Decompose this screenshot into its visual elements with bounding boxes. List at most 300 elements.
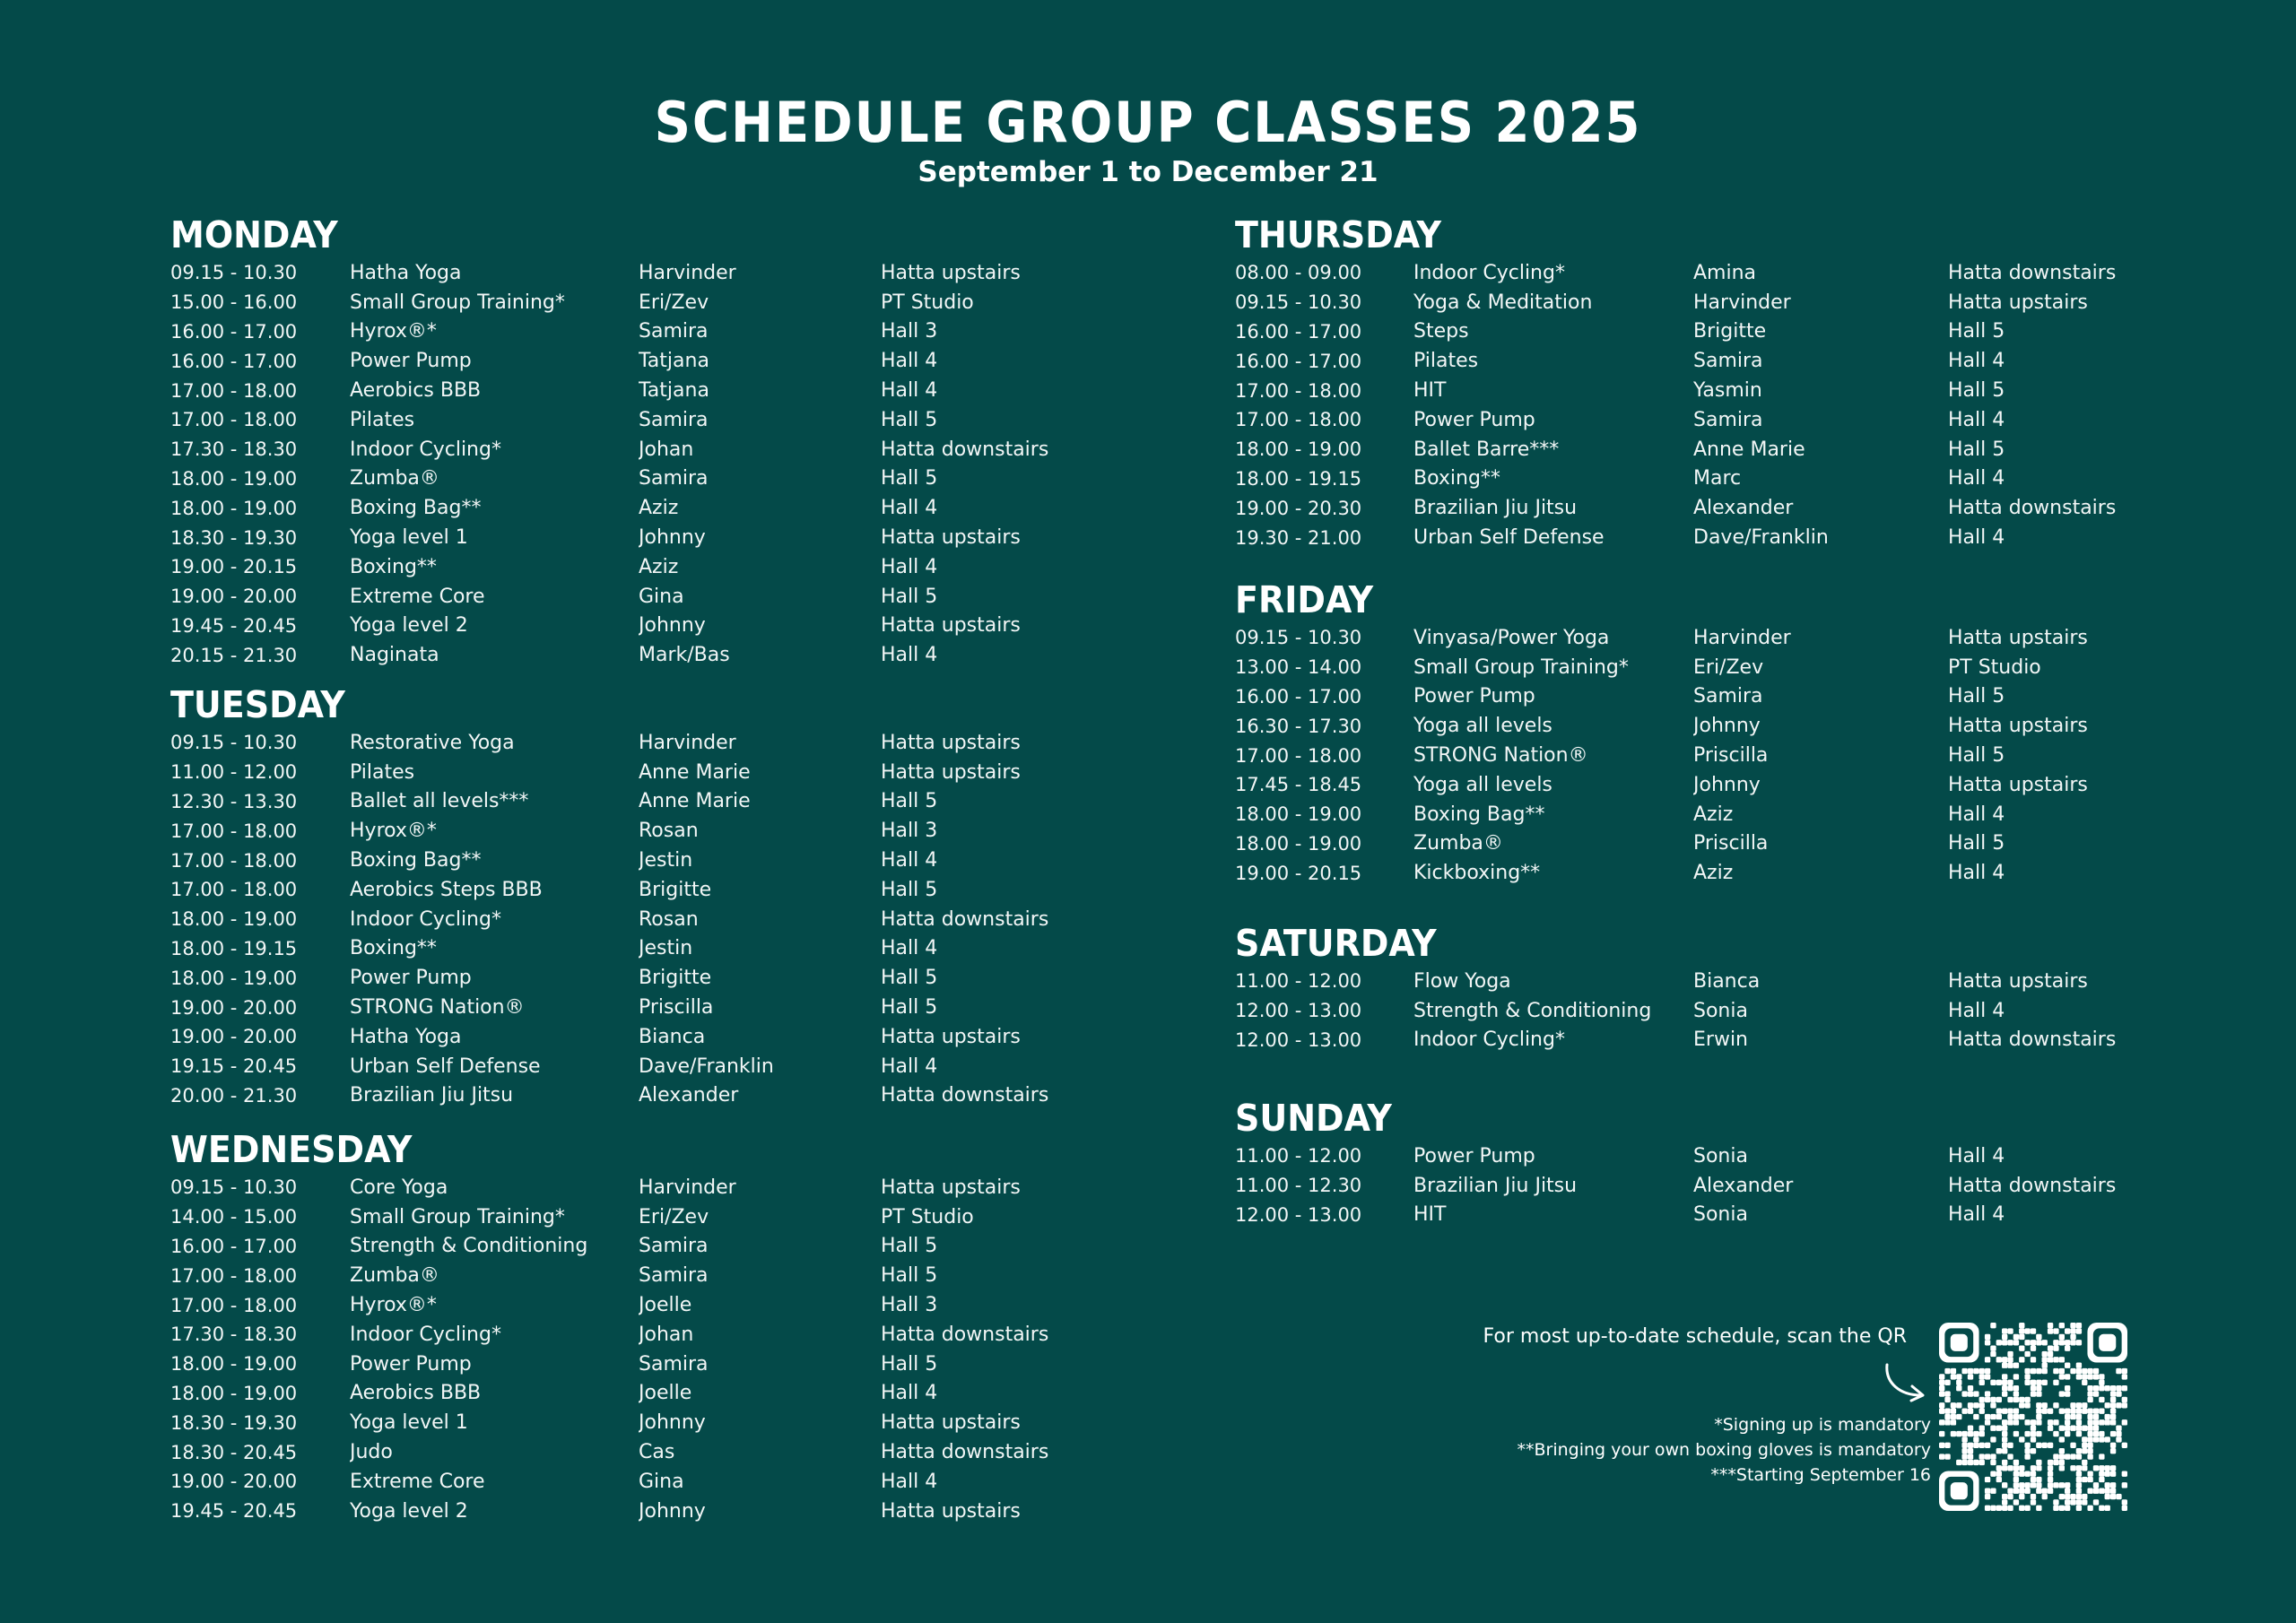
class-name: Brazilian Jiu Jitsu: [1413, 497, 1578, 520]
schedule-row: [170, 1379, 1202, 1409]
instructor: Sonia: [1693, 1144, 1748, 1167]
location: Hall 4: [881, 497, 938, 520]
class-name: Hyrox®*: [350, 320, 437, 343]
instructor: Eri/Zev: [639, 291, 709, 314]
schedule-row: [1235, 741, 2266, 770]
instructor: Alexander: [1693, 497, 1794, 520]
instructor: Tatjana: [639, 350, 709, 373]
instructor: Amina: [1693, 261, 1757, 284]
location: Hall 4: [881, 555, 938, 578]
class-name: Vinyasa/Power Yoga: [1413, 626, 1610, 649]
class-name: Zumba®: [350, 1264, 439, 1288]
class-time: 20.00 - 21.30: [170, 1084, 298, 1107]
class-time: 09.15 - 10.30: [1235, 291, 1362, 314]
class-name: Flow Yoga: [1413, 969, 1511, 993]
class-time: 16.00 - 17.00: [170, 320, 298, 343]
instructor: Anne Marie: [639, 760, 751, 784]
instructor: Harvinder: [639, 261, 736, 284]
schedule-row: [1235, 623, 2266, 653]
class-time: 17.00 - 18.00: [1235, 744, 1362, 767]
class-time: 17.00 - 18.00: [170, 820, 298, 842]
schedule-row: [170, 288, 1202, 317]
class-time: 13.00 - 14.00: [1235, 656, 1362, 679]
location: Hatta downstairs: [881, 1441, 1049, 1464]
instructor: Anne Marie: [639, 790, 751, 813]
class-name: Boxing**: [1413, 467, 1500, 490]
class-name: Boxing Bag**: [350, 849, 482, 872]
class-name: Judo: [350, 1441, 393, 1464]
schedule-row: [170, 1497, 1202, 1526]
class-time: 18.30 - 20.45: [170, 1441, 298, 1463]
instructor: Brigitte: [1693, 320, 1767, 343]
location: Hall 5: [881, 1235, 938, 1258]
schedule-row: [170, 1350, 1202, 1379]
schedule-row: [170, 846, 1202, 875]
day-tuesday: [170, 685, 1202, 1110]
class-name: Yoga level 1: [350, 526, 468, 550]
instructor: Samira: [1693, 408, 1763, 431]
instructor: Mark/Bas: [639, 644, 730, 667]
schedule-row: [170, 376, 1202, 405]
instructor: Sonia: [1693, 999, 1748, 1022]
class-name: Ballet Barre***: [1413, 438, 1560, 461]
class-name: Urban Self Defense: [350, 1055, 541, 1078]
instructor: Joelle: [639, 1382, 692, 1405]
instructor: Samira: [639, 1264, 709, 1288]
location: Hall 4: [1948, 803, 2005, 826]
class-name: Aerobics Steps BBB: [350, 878, 543, 901]
class-name: Aerobics BBB: [350, 379, 482, 403]
class-time: 12.00 - 13.00: [1235, 1203, 1362, 1226]
location: Hatta upstairs: [881, 526, 1021, 550]
location: Hall 5: [881, 467, 938, 490]
class-time: 11.00 - 12.00: [1235, 970, 1362, 993]
location: Hatta downstairs: [881, 1084, 1049, 1107]
class-name: Small Group Training*: [350, 1205, 565, 1228]
footnote-2: **Bringing your own boxing gloves is mandatory: [1517, 1440, 1931, 1460]
schedule-row: [170, 758, 1202, 787]
instructor: Aziz: [639, 497, 679, 520]
location: Hatta upstairs: [881, 1411, 1021, 1435]
day-thursday: [1235, 215, 2266, 552]
class-name: Pilates: [1413, 350, 1479, 373]
schedule-row: [1235, 1201, 2266, 1230]
location: Hall 4: [881, 1382, 938, 1405]
schedule-row: [1235, 829, 2266, 859]
day-heading: SATURDAY: [1235, 922, 1437, 965]
schedule-row: [170, 1261, 1202, 1290]
schedule-row: [170, 405, 1202, 435]
class-name: Boxing**: [350, 937, 437, 960]
schedule-row: [170, 905, 1202, 934]
class-time: 19.45 - 20.45: [170, 614, 298, 637]
location: Hatta upstairs: [1948, 626, 2088, 649]
class-time: 18.00 - 19.00: [1235, 832, 1362, 855]
class-name: Steps: [1413, 320, 1469, 343]
schedule-row: [170, 1173, 1202, 1202]
class-name: Zumba®: [350, 467, 439, 490]
schedule-row: [1235, 682, 2266, 712]
instructor: Jestin: [639, 849, 693, 872]
class-time: 17.00 - 18.00: [1235, 379, 1362, 402]
class-name: Hyrox®*: [350, 1294, 437, 1317]
class-time: 17.00 - 18.00: [170, 409, 298, 431]
instructor: Priscilla: [1693, 744, 1769, 768]
class-name: Urban Self Defense: [1413, 526, 1605, 550]
class-name: Hatha Yoga: [350, 261, 462, 284]
class-name: Power Pump: [1413, 685, 1535, 708]
class-name: Indoor Cycling*: [1413, 261, 1565, 284]
class-name: Extreme Core: [350, 585, 485, 608]
class-time: 18.00 - 19.00: [170, 1382, 298, 1404]
class-name: Brazilian Jiu Jitsu: [1413, 1174, 1578, 1197]
location: Hall 5: [881, 1352, 938, 1376]
instructor: Samira: [639, 1352, 709, 1376]
class-time: 17.00 - 18.00: [170, 849, 298, 872]
class-name: Yoga level 2: [350, 1499, 468, 1523]
instructor: Tatjana: [639, 379, 709, 403]
schedule-row: [170, 1467, 1202, 1497]
location: Hall 4: [1948, 862, 2005, 885]
location: Hatta downstairs: [881, 438, 1049, 461]
location: PT Studio: [1948, 655, 2041, 679]
class-time: 17.45 - 18.45: [1235, 774, 1362, 796]
schedule-row: [170, 346, 1202, 376]
day-heading: MONDAY: [170, 213, 338, 256]
class-time: 18.00 - 19.00: [170, 1353, 298, 1376]
schedule-row: [1235, 435, 2266, 464]
class-time: 15.00 - 16.00: [170, 291, 298, 314]
instructor: Eri/Zev: [1693, 655, 1764, 679]
class-time: 09.15 - 10.30: [170, 262, 298, 284]
class-name: Indoor Cycling*: [1413, 1028, 1565, 1052]
schedule-row: [170, 435, 1202, 464]
schedule-row: [1235, 858, 2266, 888]
instructor: Harvinder: [1693, 291, 1791, 314]
instructor: Samira: [639, 320, 709, 343]
class-time: 17.00 - 18.00: [170, 379, 298, 402]
schedule-row: [170, 963, 1202, 993]
instructor: Harvinder: [1693, 626, 1791, 649]
instructor: Alexander: [639, 1084, 739, 1107]
class-time: 18.30 - 19.30: [170, 1411, 298, 1434]
class-name: Indoor Cycling*: [350, 907, 501, 931]
day-heading: WEDNESDAY: [170, 1128, 413, 1171]
class-time: 19.00 - 20.15: [1235, 862, 1362, 884]
instructor: Sonia: [1693, 1203, 1748, 1227]
class-time: 16.00 - 17.00: [170, 1235, 298, 1257]
schedule-row: [1235, 711, 2266, 741]
class-name: Kickboxing**: [1413, 862, 1541, 885]
class-time: 19.00 - 20.00: [170, 1471, 298, 1493]
class-name: Hyrox®*: [350, 820, 437, 843]
class-name: Boxing**: [350, 555, 437, 578]
instructor: Cas: [639, 1441, 675, 1464]
schedule-row: [1235, 405, 2266, 435]
instructor: Brigitte: [639, 967, 712, 990]
schedule-row: [170, 523, 1202, 552]
class-time: 19.00 - 20.15: [170, 556, 298, 578]
schedule-row: [1235, 523, 2266, 552]
location: Hall 4: [1948, 350, 2005, 373]
location: Hall 4: [1948, 467, 2005, 490]
class-name: Restorative Yoga: [350, 731, 515, 754]
class-name: HIT: [1413, 1203, 1447, 1227]
location: Hall 5: [1948, 685, 2005, 708]
location: Hatta downstairs: [1948, 497, 2117, 520]
class-time: 19.45 - 20.45: [170, 1500, 298, 1523]
class-time: 18.00 - 19.00: [170, 467, 298, 490]
location: Hall 4: [1948, 1203, 2005, 1227]
schedule-row: [1235, 317, 2266, 347]
class-name: Zumba®: [1413, 832, 1503, 855]
location: Hall 5: [1948, 320, 2005, 343]
schedule-row: [170, 1408, 1202, 1437]
location: Hatta upstairs: [1948, 715, 2088, 738]
location: PT Studio: [881, 1205, 974, 1228]
instructor: Rosan: [639, 820, 699, 843]
class-name: Strength & Conditioning: [1413, 999, 1652, 1022]
instructor: Johnny: [639, 614, 706, 638]
schedule-row: [170, 640, 1202, 670]
class-time: 18.00 - 19.00: [1235, 803, 1362, 826]
footnote-3: ***Starting September 16: [1710, 1465, 1931, 1485]
class-time: 11.00 - 12.30: [1235, 1175, 1362, 1197]
schedule-row: [170, 493, 1202, 523]
class-name: Power Pump: [1413, 1144, 1535, 1167]
location: Hall 4: [881, 379, 938, 403]
location: Hall 5: [1948, 832, 2005, 855]
instructor: Aziz: [639, 555, 679, 578]
instructor: Rosan: [639, 907, 699, 931]
location: Hall 4: [881, 849, 938, 872]
instructor: Alexander: [1693, 1174, 1794, 1197]
class-name: Naginata: [350, 644, 439, 667]
class-name: Hatha Yoga: [350, 1025, 462, 1048]
class-time: 17.00 - 18.00: [1235, 409, 1362, 431]
class-name: Indoor Cycling*: [350, 1323, 501, 1346]
instructor: Johnny: [1693, 773, 1761, 796]
instructor: Samira: [639, 1235, 709, 1258]
footnotes: [1517, 1412, 1931, 1488]
location: Hatta upstairs: [881, 614, 1021, 638]
schedule-row: [1235, 464, 2266, 494]
instructor: Samira: [1693, 350, 1763, 373]
schedule-row: [170, 875, 1202, 905]
class-time: 09.15 - 10.30: [1235, 627, 1362, 649]
location: Hatta upstairs: [881, 731, 1021, 754]
location: Hall 5: [881, 1264, 938, 1288]
location: Hatta upstairs: [881, 261, 1021, 284]
class-time: 16.00 - 17.00: [1235, 350, 1362, 372]
class-name: Boxing Bag**: [350, 497, 482, 520]
class-name: Aerobics BBB: [350, 1382, 482, 1405]
class-time: 18.00 - 19.00: [170, 497, 298, 519]
class-time: 19.00 - 20.30: [1235, 497, 1362, 519]
schedule-row: [170, 787, 1202, 817]
class-name: Power Pump: [350, 350, 472, 373]
class-time: 19.30 - 21.00: [1235, 526, 1362, 549]
class-time: 19.00 - 20.00: [170, 586, 298, 608]
class-name: Power Pump: [350, 1352, 472, 1376]
instructor: Harvinder: [639, 1176, 736, 1199]
schedule-row: [170, 1437, 1202, 1467]
schedule-row: [1235, 493, 2266, 523]
schedule-row: [1235, 1141, 2266, 1171]
class-name: STRONG Nation®: [1413, 744, 1588, 768]
footnote-1: *Signing up is mandatory: [1714, 1415, 1931, 1435]
instructor: Yasmin: [1693, 379, 1762, 403]
location: Hall 4: [1948, 999, 2005, 1022]
schedule-row: [170, 464, 1202, 494]
page-title: SCHEDULE GROUP CLASSES 2025: [654, 90, 1642, 156]
page-subtitle: September 1 to December 21: [918, 156, 1378, 188]
instructor: Jestin: [639, 937, 693, 960]
day-wednesday: [170, 1130, 1202, 1526]
day-sunday: [1235, 1098, 2266, 1229]
class-time: 19.00 - 20.00: [170, 996, 298, 1019]
class-name: Yoga level 1: [350, 1411, 468, 1435]
class-name: Brazilian Jiu Jitsu: [350, 1084, 514, 1107]
day-saturday: [1235, 924, 2266, 1055]
instructor: Anne Marie: [1693, 438, 1805, 461]
location: Hall 3: [881, 320, 938, 343]
location: Hall 3: [881, 1294, 938, 1317]
schedule-row: [1235, 653, 2266, 682]
class-time: 18.30 - 19.30: [170, 526, 298, 549]
location: Hall 4: [881, 644, 938, 667]
schedule-row: [1235, 288, 2266, 317]
class-time: 18.00 - 19.00: [1235, 438, 1362, 461]
schedule-row: [1235, 346, 2266, 376]
location: Hatta upstairs: [1948, 969, 2088, 993]
schedule-row: [1235, 1171, 2266, 1201]
instructor: Aziz: [1693, 803, 1734, 826]
class-time: 11.00 - 12.00: [1235, 1145, 1362, 1167]
instructor: Johnny: [639, 526, 706, 550]
class-time: 16.00 - 17.00: [1235, 320, 1362, 343]
instructor: Aziz: [1693, 862, 1734, 885]
schedule-row: [170, 317, 1202, 347]
class-time: 18.00 - 19.15: [1235, 467, 1362, 490]
location: Hatta upstairs: [1948, 773, 2088, 796]
class-name: Pilates: [350, 760, 415, 784]
location: Hatta upstairs: [1948, 291, 2088, 314]
class-time: 20.15 - 21.30: [170, 644, 298, 666]
class-name: Boxing Bag**: [1413, 803, 1545, 826]
location: Hall 4: [881, 1055, 938, 1078]
location: Hall 5: [881, 585, 938, 608]
schedule-row: [170, 1202, 1202, 1232]
location: Hall 4: [881, 350, 938, 373]
location: Hall 4: [1948, 408, 2005, 431]
instructor: Bianca: [1693, 969, 1761, 993]
instructor: Joelle: [639, 1294, 692, 1317]
instructor: Harvinder: [639, 731, 736, 754]
instructor: Johnny: [1693, 715, 1761, 738]
day-heading: TUESDAY: [170, 683, 345, 726]
location: Hall 5: [1948, 438, 2005, 461]
schedule-row: [170, 1320, 1202, 1350]
schedule-row: [170, 258, 1202, 288]
schedule-row: [170, 1052, 1202, 1081]
instructor: Samira: [639, 408, 709, 431]
schedule-row: [170, 1081, 1202, 1111]
class-name: Strength & Conditioning: [350, 1235, 588, 1258]
location: PT Studio: [881, 291, 974, 314]
curved-arrow-icon: [1882, 1361, 1928, 1402]
location: Hall 5: [1948, 379, 2005, 403]
class-time: 08.00 - 09.00: [1235, 262, 1362, 284]
class-time: 12.00 - 13.00: [1235, 1000, 1362, 1022]
schedule-row: [170, 934, 1202, 964]
instructor: Dave/Franklin: [639, 1055, 774, 1078]
location: Hall 4: [1948, 1144, 2005, 1167]
class-name: Small Group Training*: [350, 291, 565, 314]
instructor: Johnny: [639, 1499, 706, 1523]
class-time: 17.00 - 18.00: [170, 1264, 298, 1287]
schedule-row: [170, 1022, 1202, 1052]
class-time: 17.00 - 18.00: [170, 879, 298, 901]
schedule-row: [170, 552, 1202, 582]
day-heading: FRIDAY: [1235, 578, 1374, 621]
location: Hatta upstairs: [881, 760, 1021, 784]
class-name: Yoga all levels: [1413, 773, 1552, 796]
location: Hall 4: [881, 937, 938, 960]
class-name: Power Pump: [350, 967, 472, 990]
instructor: Erwin: [1693, 1028, 1748, 1052]
day-heading: THURSDAY: [1235, 213, 1442, 256]
class-time: 16.00 - 17.00: [1235, 685, 1362, 707]
class-time: 17.30 - 18.30: [170, 438, 298, 461]
schedule-row: [170, 612, 1202, 641]
location: Hall 5: [881, 878, 938, 901]
instructor: Gina: [639, 585, 684, 608]
class-name: Power Pump: [1413, 408, 1535, 431]
class-name: Pilates: [350, 408, 415, 431]
class-time: 12.30 - 13.30: [170, 790, 298, 812]
schedule-row: [1235, 258, 2266, 288]
class-time: 09.15 - 10.30: [170, 1176, 298, 1199]
schedule-row: [1235, 376, 2266, 405]
schedule-row: [170, 816, 1202, 846]
class-time: 18.00 - 19.00: [170, 908, 298, 931]
class-time: 16.30 - 17.30: [1235, 715, 1362, 737]
class-time: 14.00 - 15.00: [170, 1206, 298, 1228]
class-time: 17.30 - 18.30: [170, 1324, 298, 1346]
location: Hatta downstairs: [1948, 261, 2117, 284]
class-name: HIT: [1413, 379, 1447, 403]
day-heading: SUNDAY: [1235, 1097, 1392, 1140]
qr-code[interactable]: [1939, 1323, 2127, 1511]
location: Hall 5: [1948, 744, 2005, 768]
location: Hall 5: [881, 967, 938, 990]
instructor: Dave/Franklin: [1693, 526, 1829, 550]
class-time: 16.00 - 17.00: [170, 350, 298, 372]
class-name: Core Yoga: [350, 1176, 448, 1199]
class-name: Yoga & Meditation: [1413, 291, 1593, 314]
class-name: Small Group Training*: [1413, 655, 1629, 679]
location: Hatta upstairs: [881, 1176, 1021, 1199]
class-time: 09.15 - 10.30: [170, 732, 298, 754]
instructor: Brigitte: [639, 878, 712, 901]
class-time: 18.00 - 19.15: [170, 937, 298, 959]
location: Hatta downstairs: [881, 1323, 1049, 1346]
schedule-row: [170, 1232, 1202, 1262]
location: Hall 4: [1948, 526, 2005, 550]
instructor: Johan: [639, 438, 694, 461]
class-name: Yoga all levels: [1413, 715, 1552, 738]
